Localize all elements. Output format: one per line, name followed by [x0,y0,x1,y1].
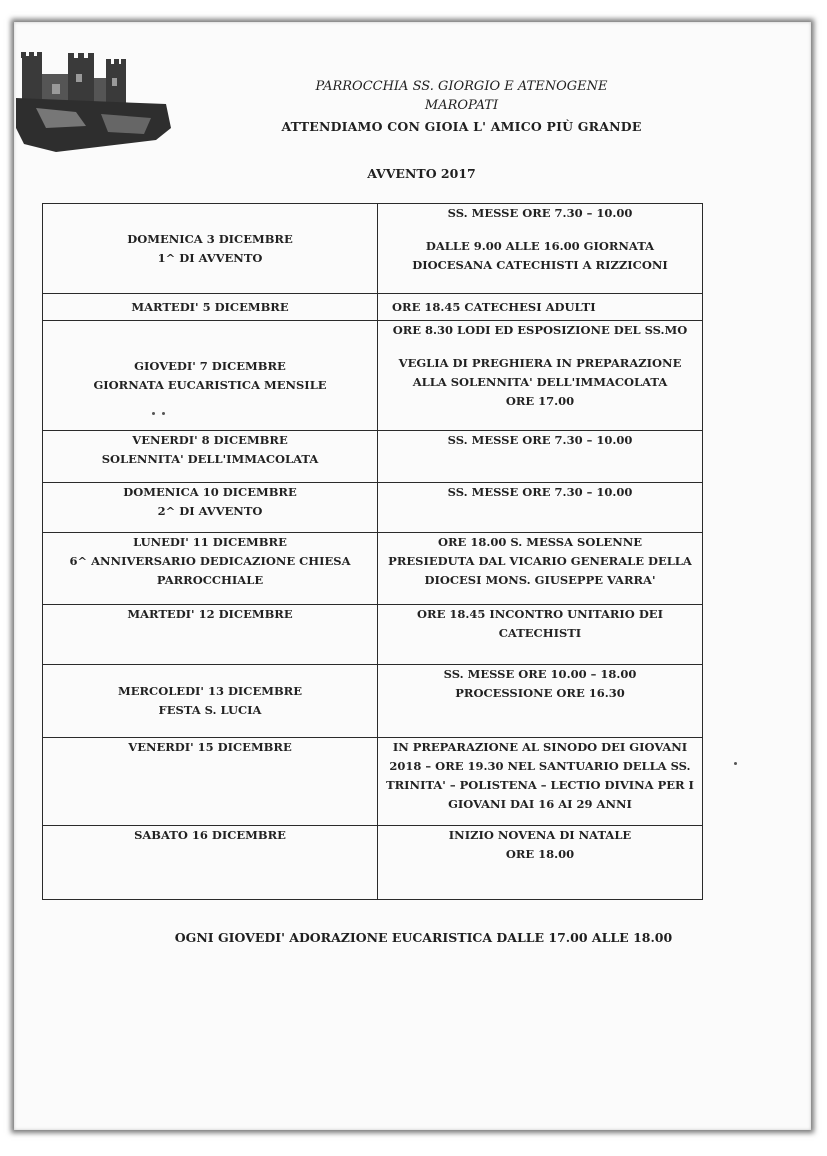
event-line: ORE 18.45 INCONTRO UNITARIO DEI [417,607,663,621]
events-cell [378,294,703,321]
day-line: GIORNATA EUCARISTICA MENSILE [93,377,327,392]
event-line: ORE 18.45 CATECHESI ADULTI [392,299,596,314]
day-line: VENERDI' 15 DICEMBRE [128,740,292,754]
day-line: VENERDI' 8 DICEMBRE [132,433,288,447]
table-row [43,533,703,605]
motto-heading: ATTENDIAMO CON GIOIA L' AMICO PIÙ GRANDE [281,119,642,134]
table-row [43,738,703,826]
day-line: SABATO 16 DICEMBRE [134,828,286,842]
day-cell [43,826,378,900]
table-row [43,605,703,665]
event-line: TRINITA' – POLISTENA – LECTIO DIVINA PER I [386,778,694,792]
day-cell [43,321,378,431]
table-row [43,483,703,533]
table-row [43,204,703,294]
day-cell [43,738,378,826]
events-cell [378,533,703,605]
event-line: GIOVANI DAI 16 AI 29 ANNI [448,797,632,811]
day-line: FESTA S. LUCIA [158,703,262,717]
table-row [43,294,703,321]
event-line: SS. MESSE ORE 7.30 – 10.00 [447,433,633,447]
events-cell [378,204,703,294]
parish-name: PARROCCHIA SS. GIORGIO E ATENOGENE [315,79,608,94]
event-line: SS. MESSE ORE 10.00 – 18.00 [443,667,637,681]
event-line: ORE 18.00 S. MESSA SOLENNE [437,535,642,549]
event-line: PRESIEDUTA DAL VICARIO GENERALE DELLA [388,554,692,568]
day-cell [43,483,378,533]
event-line: ORE 8.30 LODI ED ESPOSIZIONE DEL SS.MO [392,323,688,337]
scan-speck [162,412,165,415]
day-line: 2^ DI AVVENTO [157,504,263,518]
day-line: MARTEDI' 12 DICEMBRE [127,607,293,621]
event-line: DIOCESANA CATECHISTI A RIZZICONI [412,258,668,272]
day-cell [43,431,378,483]
events-cell [378,738,703,826]
event-line: CATECHISTI [498,626,582,640]
event-line: DIOCESI MONS. GIUSEPPE VARRA' [424,573,656,587]
events-cell [378,321,703,431]
footer-note: OGNI GIOVEDI' ADORAZIONE EUCARISTICA DALLE 17.00 ALLE 18.00 [174,930,673,945]
day-line: 6^ ANNIVERSARIO DEDICAZIONE CHIESA [69,554,351,568]
events-cell [378,605,703,665]
table-row [43,321,703,431]
event-line: ALLA SOLENNITA' DELL'IMMACOLATA [412,375,668,389]
day-cell [43,294,378,321]
table-row [43,665,703,738]
event-line: VEGLIA DI PREGHIERA IN PREPARAZIONE [398,356,682,370]
day-line: GIOVEDI' 7 DICEMBRE [134,358,286,373]
day-cell [43,204,378,294]
event-line: PROCESSIONE ORE 16.30 [455,686,625,700]
scan-speck [152,412,155,415]
day-cell [43,665,378,738]
day-line: SOLENNITA' DELL'IMMACOLATA [101,452,319,466]
event-line: ORE 18.00 [505,847,575,861]
day-line: DOMENICA 10 DICEMBRE [123,485,297,499]
day-cell [43,605,378,665]
day-line: MERCOLEDI' 13 DICEMBRE [118,684,302,698]
page-subtitle: AVVENTO 2017 [367,166,476,181]
day-line: PARROCCHIALE [156,573,264,587]
events-cell [378,826,703,900]
events-cell [378,665,703,738]
event-line: SS. MESSE ORE 7.30 – 10.00 [447,206,633,220]
events-cell [378,483,703,533]
table-row [43,826,703,900]
day-line: LUNEDI' 11 DICEMBRE [133,535,287,549]
scan-speck [734,762,737,765]
day-cell [43,533,378,605]
table-row [43,431,703,483]
day-line: DOMENICA 3 DICEMBRE [127,231,293,246]
schedule-table [42,203,703,900]
event-line: 2018 – ORE 19.30 NEL SANTUARIO DELLA SS. [389,759,691,773]
day-line: MARTEDI' 5 DICEMBRE [131,299,289,314]
day-line: 1^ DI AVVENTO [157,250,263,265]
town-name: MAROPATI [424,98,499,113]
event-line: INIZIO NOVENA DI NATALE [448,828,632,842]
event-line: SS. MESSE ORE 7.30 – 10.00 [447,485,633,499]
event-line: DALLE 9.00 ALLE 16.00 GIORNATA [425,239,655,253]
events-cell [378,431,703,483]
event-line: IN PREPARAZIONE AL SINODO DEI GIOVANI [392,740,688,754]
event-line: ORE 17.00 [505,394,575,408]
